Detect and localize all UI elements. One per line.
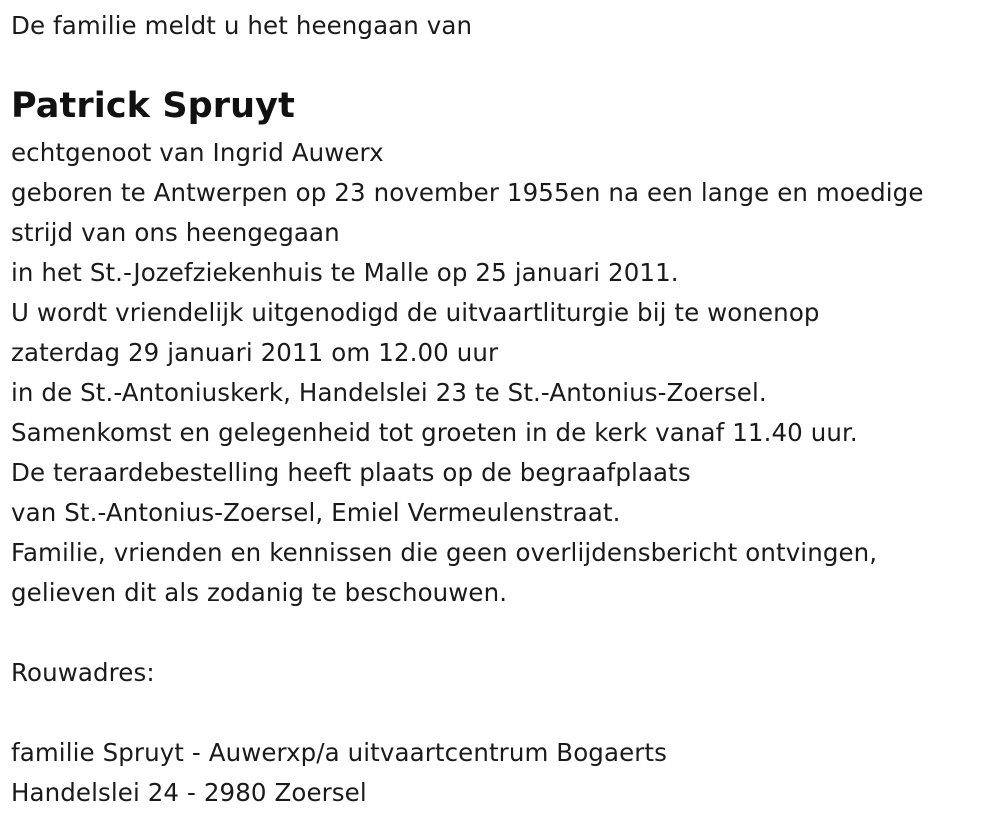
body-line: echtgenoot van Ingrid Auwerx: [11, 138, 384, 167]
body-line: De teraardebestelling heeft plaats op de begraafplaats: [11, 458, 691, 487]
address-line: familie Spruyt - Auwerxp/a uitvaartcentrum Bogaerts: [11, 738, 667, 767]
body-line: strijd van ons heengegaan: [11, 218, 340, 247]
address-line: Handelslei 24 - 2980 Zoersel: [11, 778, 367, 807]
address-label: Rouwadres:: [11, 658, 155, 687]
intro-text: De familie meldt u het heengaan van: [11, 11, 473, 40]
deceased-name: Patrick Spruyt: [11, 86, 295, 126]
body-line: van St.-Antonius-Zoersel, Emiel Vermeulenstraat.: [11, 498, 621, 527]
spacer: [11, 693, 991, 733]
body-line: gelieven dit als zodanig te beschouwen.: [11, 578, 508, 607]
body-line: Samenkomst en gelegenheid tot groeten in de kerk vanaf 11.40 uur.: [11, 418, 858, 447]
body-line: Familie, vrienden en kennissen die geen overlijdensbericht ontvingen,: [11, 538, 878, 567]
body-line: zaterdag 29 januari 2011 om 12.00 uur: [11, 338, 499, 367]
body-line: geboren te Antwerpen op 23 november 1955en na een lange en moedige: [11, 178, 924, 207]
body-line: U wordt vriendelijk uitgenodigd de uitvaartliturgie bij te wonenop: [11, 298, 820, 327]
body-line: in de St.-Antoniuskerk, Handelslei 23 te St.-Antonius-Zoersel.: [11, 378, 767, 407]
spacer: [11, 613, 991, 653]
mourning-address: [11, 733, 991, 813]
announcement-body: [11, 133, 991, 613]
death-announcement: [11, 8, 991, 813]
body-line: in het St.-Jozefziekenhuis te Malle op 25 januari 2011.: [11, 258, 679, 287]
